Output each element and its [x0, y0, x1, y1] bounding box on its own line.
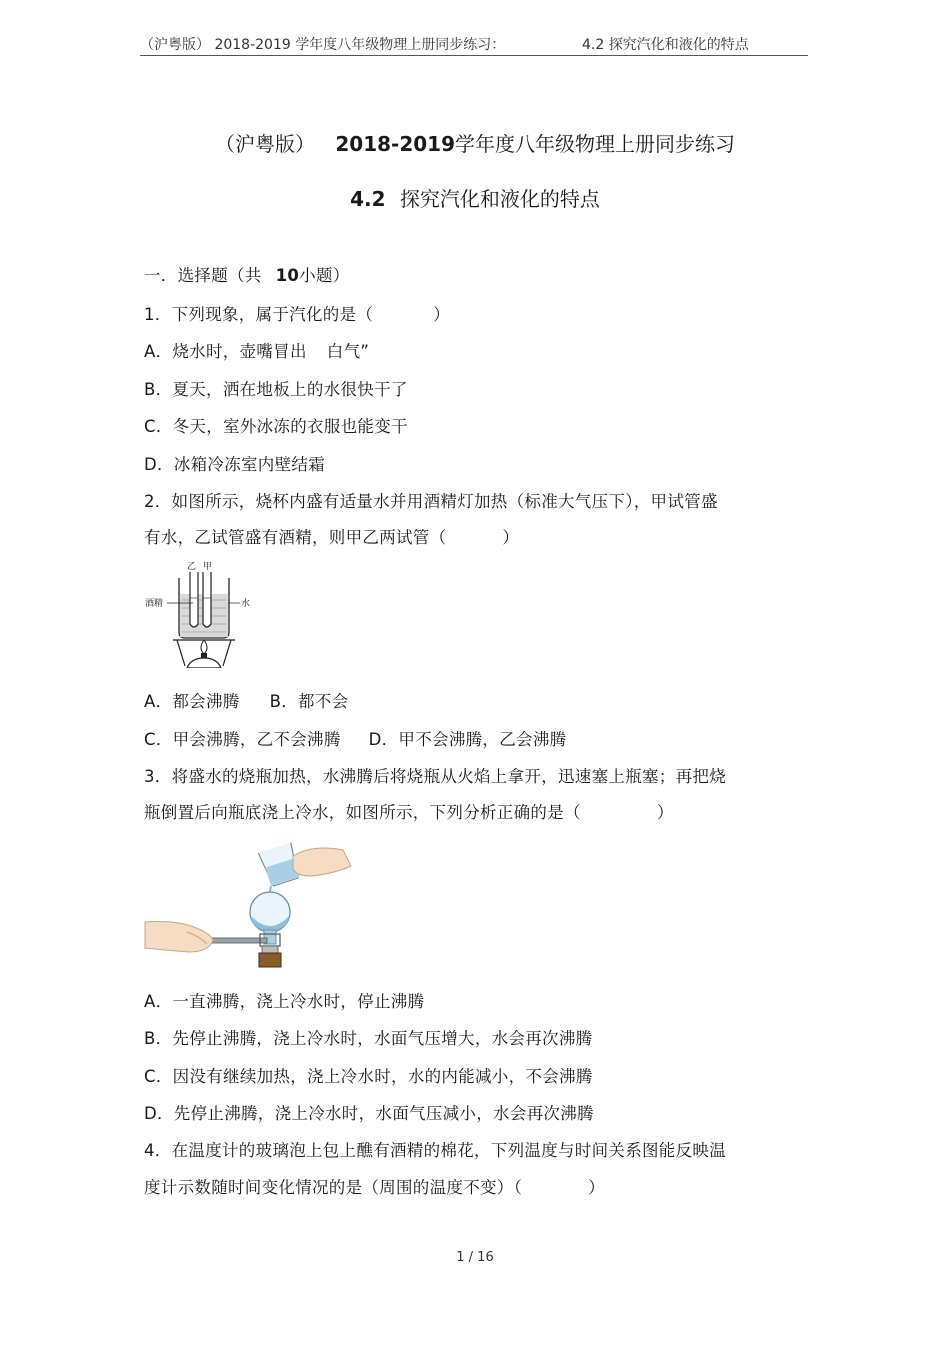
- q2-options-ab: [144, 688, 348, 712]
- q2-option-c: C．甲会沸腾，乙不会沸腾: [144, 730, 341, 749]
- q1-option-d: D．冰箱冷冻室内壁结霜: [144, 455, 326, 474]
- section-heading: [144, 262, 350, 286]
- label-yi: 乙: [187, 562, 197, 572]
- q4-stem-line2-b: ）: [588, 1178, 605, 1197]
- header-divider: [140, 55, 808, 56]
- q2-stem-line2-a: 有水，乙试管盛有酒精，则甲乙两试管（: [144, 528, 447, 547]
- q4-stem-line1: 4．在温度计的玻璃泡上包上醮有酒精的棉花，下列温度与时间关系图能反映温: [144, 1141, 726, 1160]
- q2-options-cd: [144, 726, 566, 750]
- page-number: 1 / 16: [456, 1250, 494, 1265]
- q4-stem-line2: [144, 1174, 605, 1198]
- q2-option-b: B．都不会: [269, 692, 349, 711]
- q1-stem-b: ）: [433, 305, 451, 324]
- document-title: [0, 128, 950, 157]
- section-heading-a: 一．选择题（共: [144, 266, 262, 285]
- q1-option-a-text1: A．烧水时，壶嘴冒出: [144, 342, 307, 361]
- beaker-testtube-figure: [143, 560, 255, 668]
- document-subtitle: [0, 183, 950, 212]
- title-text: 学年度八年级物理上册同步练习: [455, 132, 735, 156]
- q3-stem-line2-b: ）: [656, 803, 674, 822]
- q2-option-a: A．都会沸腾: [144, 692, 240, 711]
- q2-stem-line2: [144, 524, 519, 548]
- running-header: [140, 34, 808, 54]
- header-left: （沪粤版） 2018-2019 学年度八年级物理上册同步练习：: [140, 37, 506, 53]
- q3-option-b: B．先停止沸腾，浇上冷水时，水面气压增大，水会再次沸腾: [144, 1029, 593, 1048]
- q3-option-d: D．先停止沸腾，浇上冷水时，水面气压减小，水会再次沸腾: [144, 1104, 594, 1123]
- section-heading-c: 小题）: [299, 266, 350, 285]
- subtitle-text: 探究汽化和液化的特点: [399, 187, 600, 211]
- q2-stem-line2-b: ）: [502, 528, 520, 547]
- label-jia: 甲: [203, 562, 213, 572]
- q3-option-a: A．一直沸腾，浇上冷水时，停止沸腾: [144, 992, 425, 1011]
- q1-option-b: B．夏天，洒在地板上的水很快干了: [144, 380, 408, 399]
- subtitle-number: 4.2: [350, 187, 386, 211]
- q1-stem-a: 1．下列现象，属于汽化的是（: [144, 305, 374, 324]
- inverted-flask-figure: [143, 836, 358, 971]
- header-right: 4.2 探究汽化和液化的特点: [582, 37, 749, 53]
- q3-stem-line2: [144, 799, 674, 823]
- q4-stem-line2-a: 度计示数随时间变化情况的是（周围的温度不变）（: [144, 1178, 523, 1197]
- title-year: 2018-2019: [335, 132, 455, 156]
- label-jiujing: 酒精: [145, 599, 164, 609]
- title-publisher: （沪粤版）: [215, 132, 315, 156]
- q3-stem-line2-a: 瓶倒置后向瓶底浇上冷水，如图所示，下列分析正确的是（: [144, 803, 581, 822]
- q3-option-c: C．因没有继续加热，浇上冷水时，水的内能减小，不会沸腾: [144, 1067, 593, 1086]
- q1-option-a: [144, 338, 369, 362]
- q2-stem-line1: 2．如图所示，烧杯内盛有适量水并用酒精灯加热（标准大气压下），甲试管盛: [144, 492, 718, 511]
- q2-option-d: D．甲不会沸腾，乙会沸腾: [368, 730, 567, 749]
- q1-stem: [144, 301, 450, 325]
- q1-option-a-text2: 白气”: [326, 342, 370, 361]
- q1-option-c: C．冬天，室外冰冻的衣服也能变干: [144, 417, 408, 436]
- section-count: 10: [275, 266, 300, 285]
- q3-stem-line1: 3．将盛水的烧瓶加热，水沸腾后将烧瓶从火焰上拿开，迅速塞上瓶塞；再把烧: [144, 767, 726, 786]
- label-shui: 水: [241, 599, 251, 609]
